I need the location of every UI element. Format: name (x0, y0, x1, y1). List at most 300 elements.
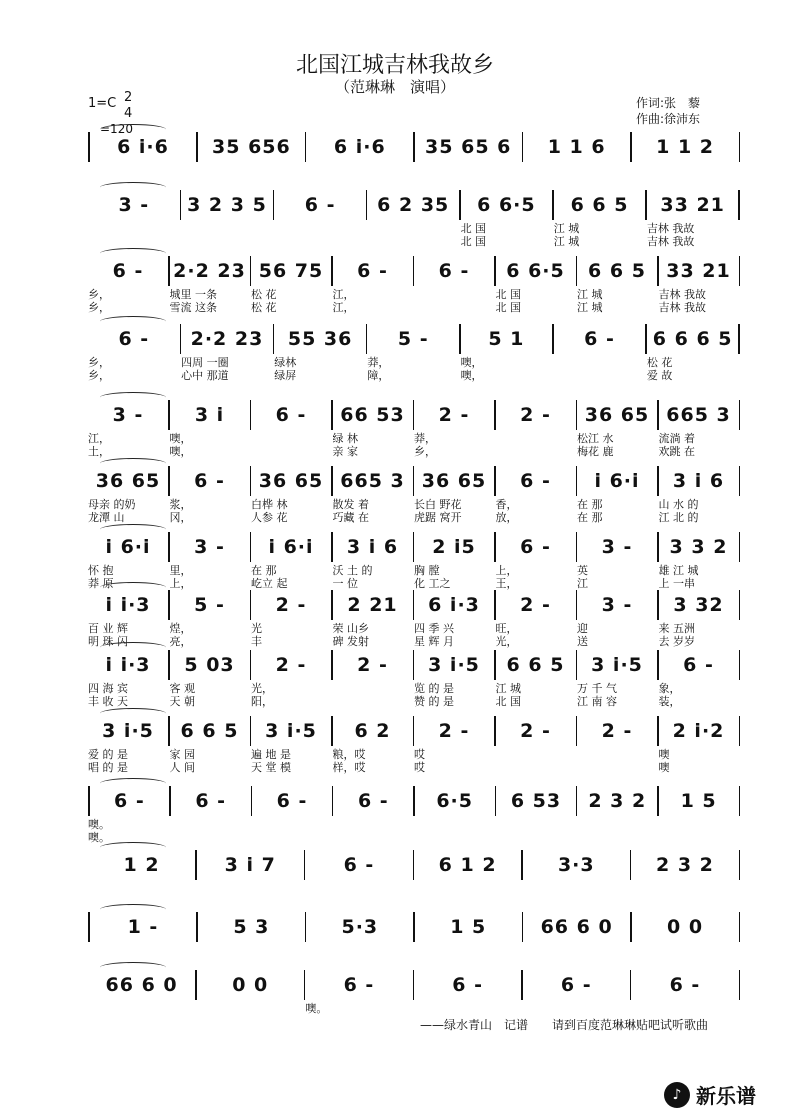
measure: 1 2 (123, 854, 160, 876)
lyric-syllable: 百 业 辉 (88, 622, 128, 635)
notes-row (88, 324, 740, 354)
lyric-syllable: 光 (251, 622, 262, 635)
lyric-syllable: 吉林 我故 (646, 235, 695, 248)
measure: i 6·i (105, 536, 151, 558)
lyric-syllable: 在 那 (251, 564, 277, 577)
lyrics-line (88, 235, 740, 248)
measure: 55 36 (287, 328, 353, 350)
measure: 6 2 35 (377, 194, 450, 216)
slur-mark (100, 248, 166, 259)
measure: 2 3 2 (588, 790, 647, 812)
lyrics-line (88, 577, 740, 590)
measure: 66 6 0 (105, 974, 178, 996)
composer-credit: 作曲:徐沛东 (636, 112, 701, 126)
lyric-syllable: 唱 的 是 (88, 761, 128, 774)
lyric-syllable: 四周 一圈 (181, 356, 229, 369)
measure: 3 i 6 (346, 536, 399, 558)
measure: 5 03 (184, 654, 235, 676)
measure: 1 5 (450, 916, 487, 938)
measure: 1 - (127, 916, 159, 938)
notes-row (88, 786, 740, 816)
measure: 1 5 (680, 790, 717, 812)
lyric-syllable: 噢 (658, 748, 670, 761)
measure: 2 - (520, 594, 551, 616)
lyric-syllable: 人 间 (169, 761, 195, 774)
lyric-syllable: 松江 水 (577, 432, 614, 445)
measure: 35 656 (212, 136, 291, 158)
measure: 6 - (194, 470, 225, 492)
measure: 6 6 5 (570, 194, 629, 216)
lyric-syllable: 去 岁岁 (658, 635, 695, 648)
lyric-syllable: 江 城 (553, 235, 580, 248)
measure: 5·3 (341, 916, 379, 938)
lyric-syllable: 装， (658, 695, 681, 708)
measure: 6 6·5 (477, 194, 536, 216)
time-signature-numerator: 2 (124, 90, 133, 105)
lyric-syllable: 乡， (414, 445, 436, 458)
lyric-syllable (251, 432, 333, 445)
lyrics-line (88, 748, 740, 761)
notes-row (88, 650, 740, 680)
measure: 3 i 7 (224, 854, 276, 876)
measure: 3 - (118, 194, 150, 216)
measure: 36 65 (95, 470, 161, 492)
lyric-syllable: 绿林 (274, 356, 297, 369)
measure: 3 i 6 (672, 470, 725, 492)
barline (738, 190, 740, 220)
lyric-syllable: 江， (332, 301, 355, 314)
notes-row (88, 190, 740, 220)
lyric-syllable (367, 235, 460, 248)
lyric-syllable (333, 682, 415, 695)
lyrics-line (88, 682, 740, 695)
lyric-syllable: 怀 抱 (88, 564, 114, 577)
lyric-syllable: 江 南 容 (577, 695, 617, 708)
lyric-syllable: 江 城 (495, 682, 521, 695)
lyric-syllable: 旺， (495, 622, 518, 635)
lyric-syllable: 流淌 着 (658, 432, 695, 445)
lyrics-line (88, 622, 740, 635)
measure: 6·5 (436, 790, 473, 812)
lyric-syllable: 欢跳 在 (658, 445, 695, 458)
measure: 36 65 (421, 470, 487, 492)
slur-mark (100, 124, 166, 135)
lyric-syllable: 英 (577, 564, 588, 577)
notes-row (88, 400, 740, 430)
lyric-syllable: 放， (495, 511, 518, 524)
lyrics-line (88, 222, 740, 235)
lyric-syllable: 迎 (577, 622, 588, 635)
notes-row (88, 970, 740, 1000)
lyric-syllable (414, 831, 496, 844)
measure: 3 2 3 5 (187, 194, 267, 216)
lyric-syllable (414, 818, 496, 831)
lyric-syllable: 噢， (169, 432, 192, 445)
lyric-syllable: 山 水 的 (658, 498, 699, 511)
lyric-syllable: 噢 (658, 761, 670, 774)
lyric-syllable: 莽， (367, 356, 390, 369)
lyric-syllable: 雪流 这条 (169, 301, 217, 314)
measure: 3 32 (673, 594, 724, 616)
lyric-syllable: 北 国 (460, 222, 487, 235)
measure: 6 - (438, 260, 470, 282)
lyric-syllable (659, 818, 741, 831)
lyrics-line (88, 1002, 740, 1015)
lyric-syllable: 上， (495, 564, 518, 577)
lyric-syllable: 北 国 (495, 695, 521, 708)
lyric-syllable (496, 432, 578, 445)
lyric-syllable (496, 445, 578, 458)
lyric-syllable: 土， (88, 445, 110, 458)
lyric-syllable (659, 831, 741, 844)
music-note-icon: ♪ (664, 1082, 690, 1108)
slur-mark (100, 582, 166, 593)
slur-mark (100, 962, 166, 973)
measure: 6 - (195, 790, 227, 812)
lyric-syllable (88, 1002, 197, 1015)
measure: 3 - (601, 536, 633, 558)
lyric-syllable (251, 445, 333, 458)
lyric-syllable: 亲 家 (332, 445, 358, 458)
measure: 6 - (452, 974, 483, 996)
lyric-syllable: 客 观 (169, 682, 195, 695)
lyric-syllable: 上， (169, 577, 192, 590)
lyric-syllable (251, 831, 333, 844)
measure: 2 - (357, 654, 388, 676)
measure: 6 - (118, 328, 150, 350)
tempo-marking: =120 (100, 122, 133, 136)
lyric-syllable: 浆， (169, 498, 192, 511)
measure: 1 1 6 (547, 136, 606, 158)
measure: 6 6 6 5 (652, 328, 733, 350)
slur-mark (100, 842, 166, 853)
lyric-syllable: 心中 那道 (181, 369, 229, 382)
measure: 6 - (343, 974, 375, 996)
lyric-syllable: 样，哎 (332, 761, 366, 774)
slur-mark (100, 708, 166, 719)
measure: i i·3 (105, 654, 151, 676)
measure: 6 - (114, 790, 145, 812)
measure: 6 i·6 (333, 136, 386, 158)
measure: 6 i·6 (117, 136, 169, 158)
lyrics-line (88, 695, 740, 708)
lyric-syllable: 白桦 林 (251, 498, 288, 511)
lyric-syllable: 碑 发射 (332, 635, 369, 648)
measure: 5 1 (488, 328, 525, 350)
lyric-syllable: 噢， (460, 356, 483, 369)
key-signature: 1=C (88, 96, 117, 111)
lyric-syllable: 遍 地 是 (251, 748, 291, 761)
lyrics-line (88, 818, 740, 831)
measure: 6 - (520, 470, 551, 492)
notes-row (88, 716, 740, 746)
lyric-syllable (523, 1002, 632, 1015)
slur-mark (100, 182, 166, 193)
measure: 6 - (560, 974, 592, 996)
lyrics-line (88, 288, 740, 301)
lyric-syllable: 星 辉 月 (414, 635, 454, 648)
measure: 6 - (357, 790, 389, 812)
lyric-syllable: 天 堂 模 (251, 761, 291, 774)
measure: 0 0 (667, 916, 704, 938)
barline (739, 132, 741, 162)
barline (739, 970, 741, 1000)
measure: 665 3 (666, 404, 731, 426)
lyric-syllable (414, 288, 496, 301)
lyrics-line (88, 498, 740, 511)
measure: 6 - (584, 328, 615, 350)
lyric-syllable: 胸 膛 (414, 564, 440, 577)
lyric-syllable: 噢。 (88, 831, 110, 844)
lyric-syllable: 松 花 (251, 288, 277, 301)
lyric-syllable: 四 海 宾 (88, 682, 128, 695)
lyric-syllable: 江 城 (577, 301, 603, 314)
lyric-syllable: 莽， (414, 432, 436, 445)
lyrics-line (88, 445, 740, 458)
slur-mark (100, 524, 166, 535)
lyric-syllable: 览 的 是 (414, 682, 454, 695)
lyric-syllable (414, 301, 496, 314)
measure: 3·3 (557, 854, 595, 876)
lyric-syllable (181, 235, 274, 248)
measure: 6 - (357, 260, 388, 282)
lyric-syllable (496, 831, 578, 844)
measure: i i·3 (105, 594, 151, 616)
measure: i 6·i (268, 536, 314, 558)
barline (739, 716, 741, 746)
measure: 2 - (520, 720, 551, 742)
lyric-syllable (88, 235, 181, 248)
lyric-syllable: 吉林 我故 (658, 288, 706, 301)
measure: 6 6 5 (180, 720, 239, 742)
song-title: 北国江城吉林我故乡 (295, 53, 494, 78)
measure: 6 6 5 (506, 654, 565, 676)
lyric-syllable (88, 222, 181, 235)
slur-mark (100, 392, 166, 403)
lyric-syllable: 噢。 (88, 818, 110, 831)
lyric-syllable: 乡， (88, 301, 110, 314)
notes-row (88, 132, 740, 162)
lyrics-line (88, 356, 740, 369)
lyric-syllable: 赞 的 是 (414, 695, 454, 708)
lyric-syllable (274, 235, 367, 248)
measure: 2 21 (347, 594, 398, 616)
measure: 665 3 (340, 470, 405, 492)
lyric-syllable: 障， (367, 369, 390, 382)
measure: 2 3 2 (656, 854, 714, 876)
measure: 3 i·5 (102, 720, 154, 742)
lyric-syllable: 吉林 我故 (646, 222, 695, 235)
lyric-syllable: 江 (577, 577, 588, 590)
time-signature-denominator: 4 (124, 106, 133, 121)
lyrics-line (88, 301, 740, 314)
measure: 6 - (276, 790, 308, 812)
measure: 6 - (112, 260, 144, 282)
lyric-syllable: 雄 江 城 (658, 564, 699, 577)
notes-row (88, 590, 740, 620)
lyric-syllable: 吉林 我故 (658, 301, 706, 314)
measure: 2 i5 (432, 536, 476, 558)
lyric-syllable (197, 1002, 306, 1015)
lyric-syllable: 光， (251, 682, 273, 695)
lyric-syllable: 乡， (88, 369, 110, 382)
measure: 3 i·5 (591, 654, 643, 676)
lyric-syllable (577, 818, 659, 831)
measure: 3 - (601, 594, 633, 616)
lyric-syllable: 江 北 的 (658, 511, 699, 524)
measure: 36 65 (584, 404, 650, 426)
performer-subtitle: （范琳琳 演唱） (334, 78, 455, 96)
lyric-syllable: 哎 (414, 761, 425, 774)
lyric-syllable (333, 695, 415, 708)
transcriber-credit: ——绿水青山 记谱 请到百度范琳琳贴吧试听歌曲 (420, 1018, 709, 1032)
lyric-syllable: 梅花 鹿 (577, 445, 614, 458)
measure: 6 - (275, 404, 307, 426)
measure: 2 - (275, 594, 307, 616)
lyric-syllable: 光， (495, 635, 518, 648)
lyric-syllable: 松 花 (251, 301, 277, 314)
barline (739, 850, 741, 880)
lyric-syllable: 来 五洲 (658, 622, 695, 635)
lyric-syllable: 松 花 (646, 356, 673, 369)
measure: 6 - (520, 536, 551, 558)
measure: 3 i (194, 404, 225, 426)
lyric-syllable: 江 城 (553, 222, 580, 235)
measure: 3 - (194, 536, 225, 558)
notes-row (88, 850, 740, 880)
lyric-syllable (554, 369, 647, 382)
measure: 2 - (601, 720, 633, 742)
lyric-syllable (496, 748, 578, 761)
lyric-syllable (496, 818, 578, 831)
measure: 2 - (438, 720, 470, 742)
lyric-syllable: 江 城 (577, 288, 603, 301)
measure: 5 - (194, 594, 225, 616)
measure: 3 - (112, 404, 144, 426)
logo-text: 新乐谱 (696, 1084, 756, 1108)
barline (739, 912, 741, 942)
notes-row (88, 532, 740, 562)
measure: 2 - (438, 404, 470, 426)
barline (739, 590, 741, 620)
notes-row (88, 912, 740, 942)
lyric-syllable: 散发 着 (332, 498, 369, 511)
lyric-syllable: 噢， (169, 445, 192, 458)
lyric-syllable: 爱 故 (646, 369, 673, 382)
lyricist-credit: 作词:张 藜 (636, 96, 701, 110)
lyric-syllable: 北 国 (495, 288, 521, 301)
lyric-syllable: 四 季 兴 (414, 622, 454, 635)
measure: 5 3 (233, 916, 270, 938)
measure: 2 - (520, 404, 551, 426)
barline (739, 400, 741, 430)
measure: 6 1 2 (438, 854, 497, 876)
measure: 6 - (304, 194, 336, 216)
lyrics-line (88, 761, 740, 774)
lyric-syllable (577, 761, 659, 774)
lyrics-line (88, 635, 740, 648)
lyric-syllable: 象， (658, 682, 681, 695)
lyric-syllable: 巧藏 在 (332, 511, 369, 524)
measure: 33 21 (660, 194, 725, 216)
measure: 3 i·5 (265, 720, 317, 742)
measure: 5 - (397, 328, 429, 350)
lyric-syllable (496, 761, 578, 774)
lyric-syllable: 噢。 (305, 1002, 328, 1015)
measure: 2·2 23 (173, 260, 246, 282)
barline (739, 466, 741, 496)
lyric-syllable: 送 (577, 635, 588, 648)
lyric-syllable: 绿 林 (332, 432, 358, 445)
measure: 2·2 23 (190, 328, 264, 350)
lyric-syllable: 绿屏 (274, 369, 297, 382)
lyric-syllable: 天 朝 (169, 695, 195, 708)
measure: 1 1 2 (656, 136, 715, 158)
measure: 6 2 (354, 720, 391, 742)
lyric-syllable: 丰 收 天 (88, 695, 128, 708)
lyric-syllable (251, 818, 333, 831)
lyric-syllable: 江， (332, 288, 355, 301)
lyric-syllable: 王， (495, 577, 518, 590)
lyric-syllable: 上 一串 (658, 577, 695, 590)
lyric-syllable (577, 831, 659, 844)
slur-mark (100, 316, 166, 327)
measure: 6 i·3 (428, 594, 480, 616)
lyrics-line (88, 564, 740, 577)
measure: 3 i·5 (428, 654, 480, 676)
lyrics-line (88, 831, 740, 844)
lyric-syllable (181, 222, 274, 235)
lyric-syllable (631, 1002, 740, 1015)
measure: 6 - (669, 974, 701, 996)
lyric-syllable: 里， (169, 564, 192, 577)
lyric-syllable: 家 园 (169, 748, 195, 761)
lyric-syllable (170, 831, 252, 844)
lyric-syllable (577, 748, 659, 761)
lyric-syllable: 丰 (251, 635, 262, 648)
lyric-syllable: 沃 土 的 (332, 564, 373, 577)
lyric-syllable: 化 工之 (414, 577, 451, 590)
measure: 36 65 (258, 470, 324, 492)
lyric-syllable: 爱 的 是 (88, 748, 128, 761)
lyric-syllable: 荣 山乡 (332, 622, 369, 635)
barline (739, 650, 741, 680)
lyric-syllable (170, 818, 252, 831)
lyric-syllable (333, 831, 415, 844)
slur-mark (100, 458, 166, 469)
lyric-syllable: 龙潭 山 (88, 511, 125, 524)
lyric-syllable: 虎踞 窝开 (414, 511, 462, 524)
notes-row (88, 466, 740, 496)
measure: 2 - (275, 654, 307, 676)
lyric-syllable: 冈， (169, 511, 192, 524)
lyric-syllable: 煌， (169, 622, 192, 635)
barline (739, 786, 741, 816)
lyric-syllable: 一 位 (332, 577, 358, 590)
measure: 0 0 (232, 974, 269, 996)
measure: 6 6 5 (588, 260, 646, 282)
measure: i 6·i (594, 470, 640, 492)
lyric-syllable: 万 千 气 (577, 682, 617, 695)
slur-mark (100, 642, 166, 653)
lyric-syllable: 母亲 的奶 (88, 498, 136, 511)
lyric-syllable: 在 那 (577, 498, 603, 511)
slur-mark (100, 904, 166, 915)
lyric-syllable: 乡， (88, 288, 110, 301)
measure: 33 21 (666, 260, 731, 282)
notes-row (88, 256, 740, 286)
barline (739, 532, 741, 562)
